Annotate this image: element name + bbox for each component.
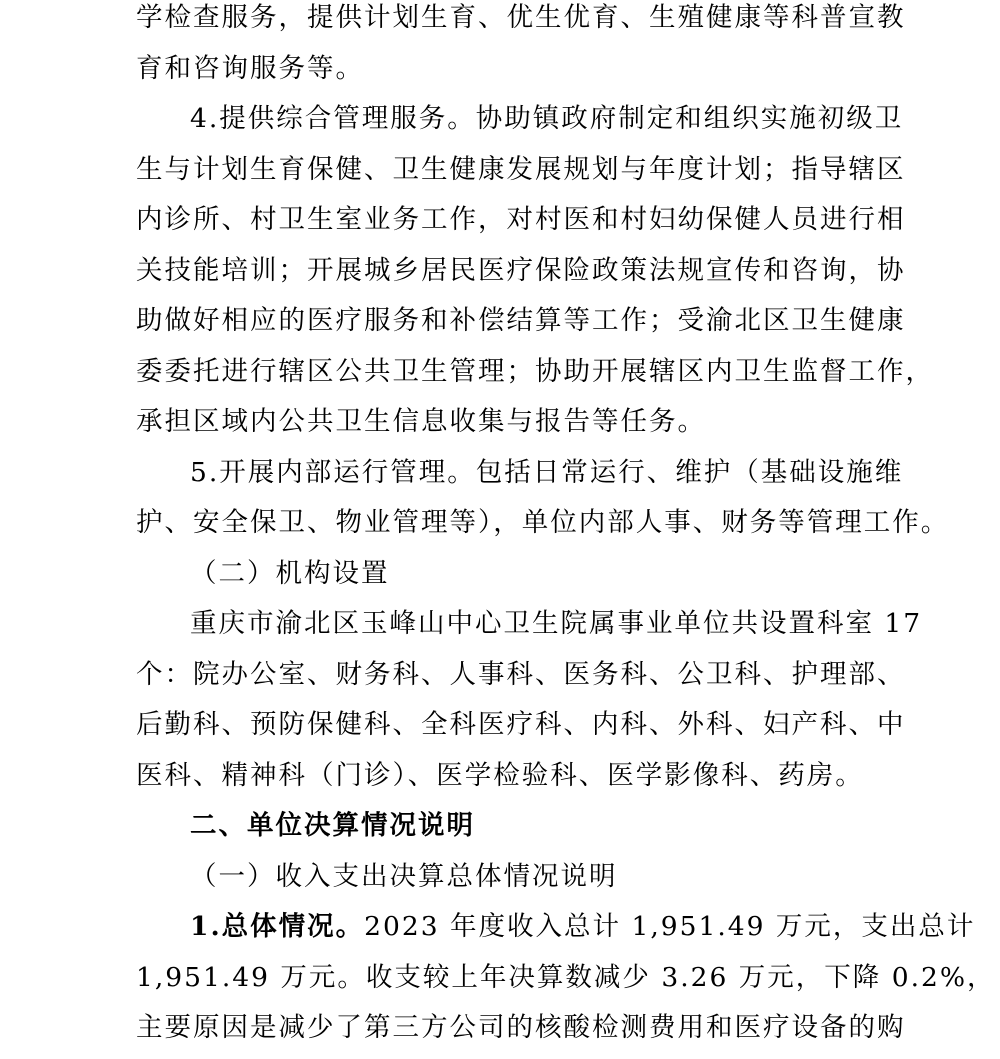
section-heading: （二）机构设置 <box>190 557 390 589</box>
text-line: 委委托进行辖区公共卫生管理；协助开展辖区内卫生监督工作， <box>136 355 934 387</box>
text-line <box>136 907 976 958</box>
text-run: 2023 年度收入总计 1,951.49 万元，支出总计 <box>364 911 976 942</box>
paragraph-lead: 1.总体情况。 <box>190 911 365 942</box>
text-line: 生与计划生育保健、卫生健康发展规划与年度计划；指导辖区 <box>136 153 906 185</box>
text-line: 个：院办公室、财务科、人事科、医务科、公卫科、护理部、 <box>136 658 906 690</box>
text-line: 主要原因是减少了第三方公司的核酸检测费用和医疗设备的购 <box>136 1012 906 1043</box>
text-line: 学检查服务，提供计划生育、优生优育、生殖健康等科普宣教 <box>136 2 906 33</box>
text-line: 承担区域内公共卫生信息收集与报告等任务。 <box>136 406 706 437</box>
document-page <box>136 0 996 1059</box>
text-line: 关技能培训；开展城乡居民医疗保险政策法规宣传和咨询，协 <box>136 254 906 286</box>
section-heading: （一）收入支出决算总体情况说明 <box>190 860 618 892</box>
text-line: 重庆市渝北区玉峰山中心卫生院属事业单位共设置科室 17 <box>190 608 923 639</box>
text-line: 后勤科、预防保健科、全科医疗科、内科、外科、妇产科、中 <box>136 709 906 740</box>
text-line: 5.开展内部运行管理。包括日常运行、维护（基础设施维 <box>190 456 904 488</box>
text-line: 护、安全保卫、物业管理等），单位内部人事、财务等管理工作。 <box>136 507 950 538</box>
text-line: 育和咨询服务等。 <box>136 52 364 84</box>
chapter-heading: 二、单位决算情况说明 <box>190 810 475 841</box>
text-line: 内诊所、村卫生室业务工作，对村医和村妇幼保健人员进行相 <box>136 204 906 235</box>
text-line: 医科、精神科（门诊）、医学检验科、医学影像科、药房。 <box>136 759 864 791</box>
text-line: 4.提供综合管理服务。协助镇政府制定和组织实施初级卫 <box>190 103 904 134</box>
text-line: 1,951.49 万元。收支较上年决算数减少 3.26 万元，下降 0.2%， <box>136 961 996 993</box>
text-line: 助做好相应的医疗服务和补偿结算等工作；受渝北区卫生健康 <box>136 305 906 336</box>
